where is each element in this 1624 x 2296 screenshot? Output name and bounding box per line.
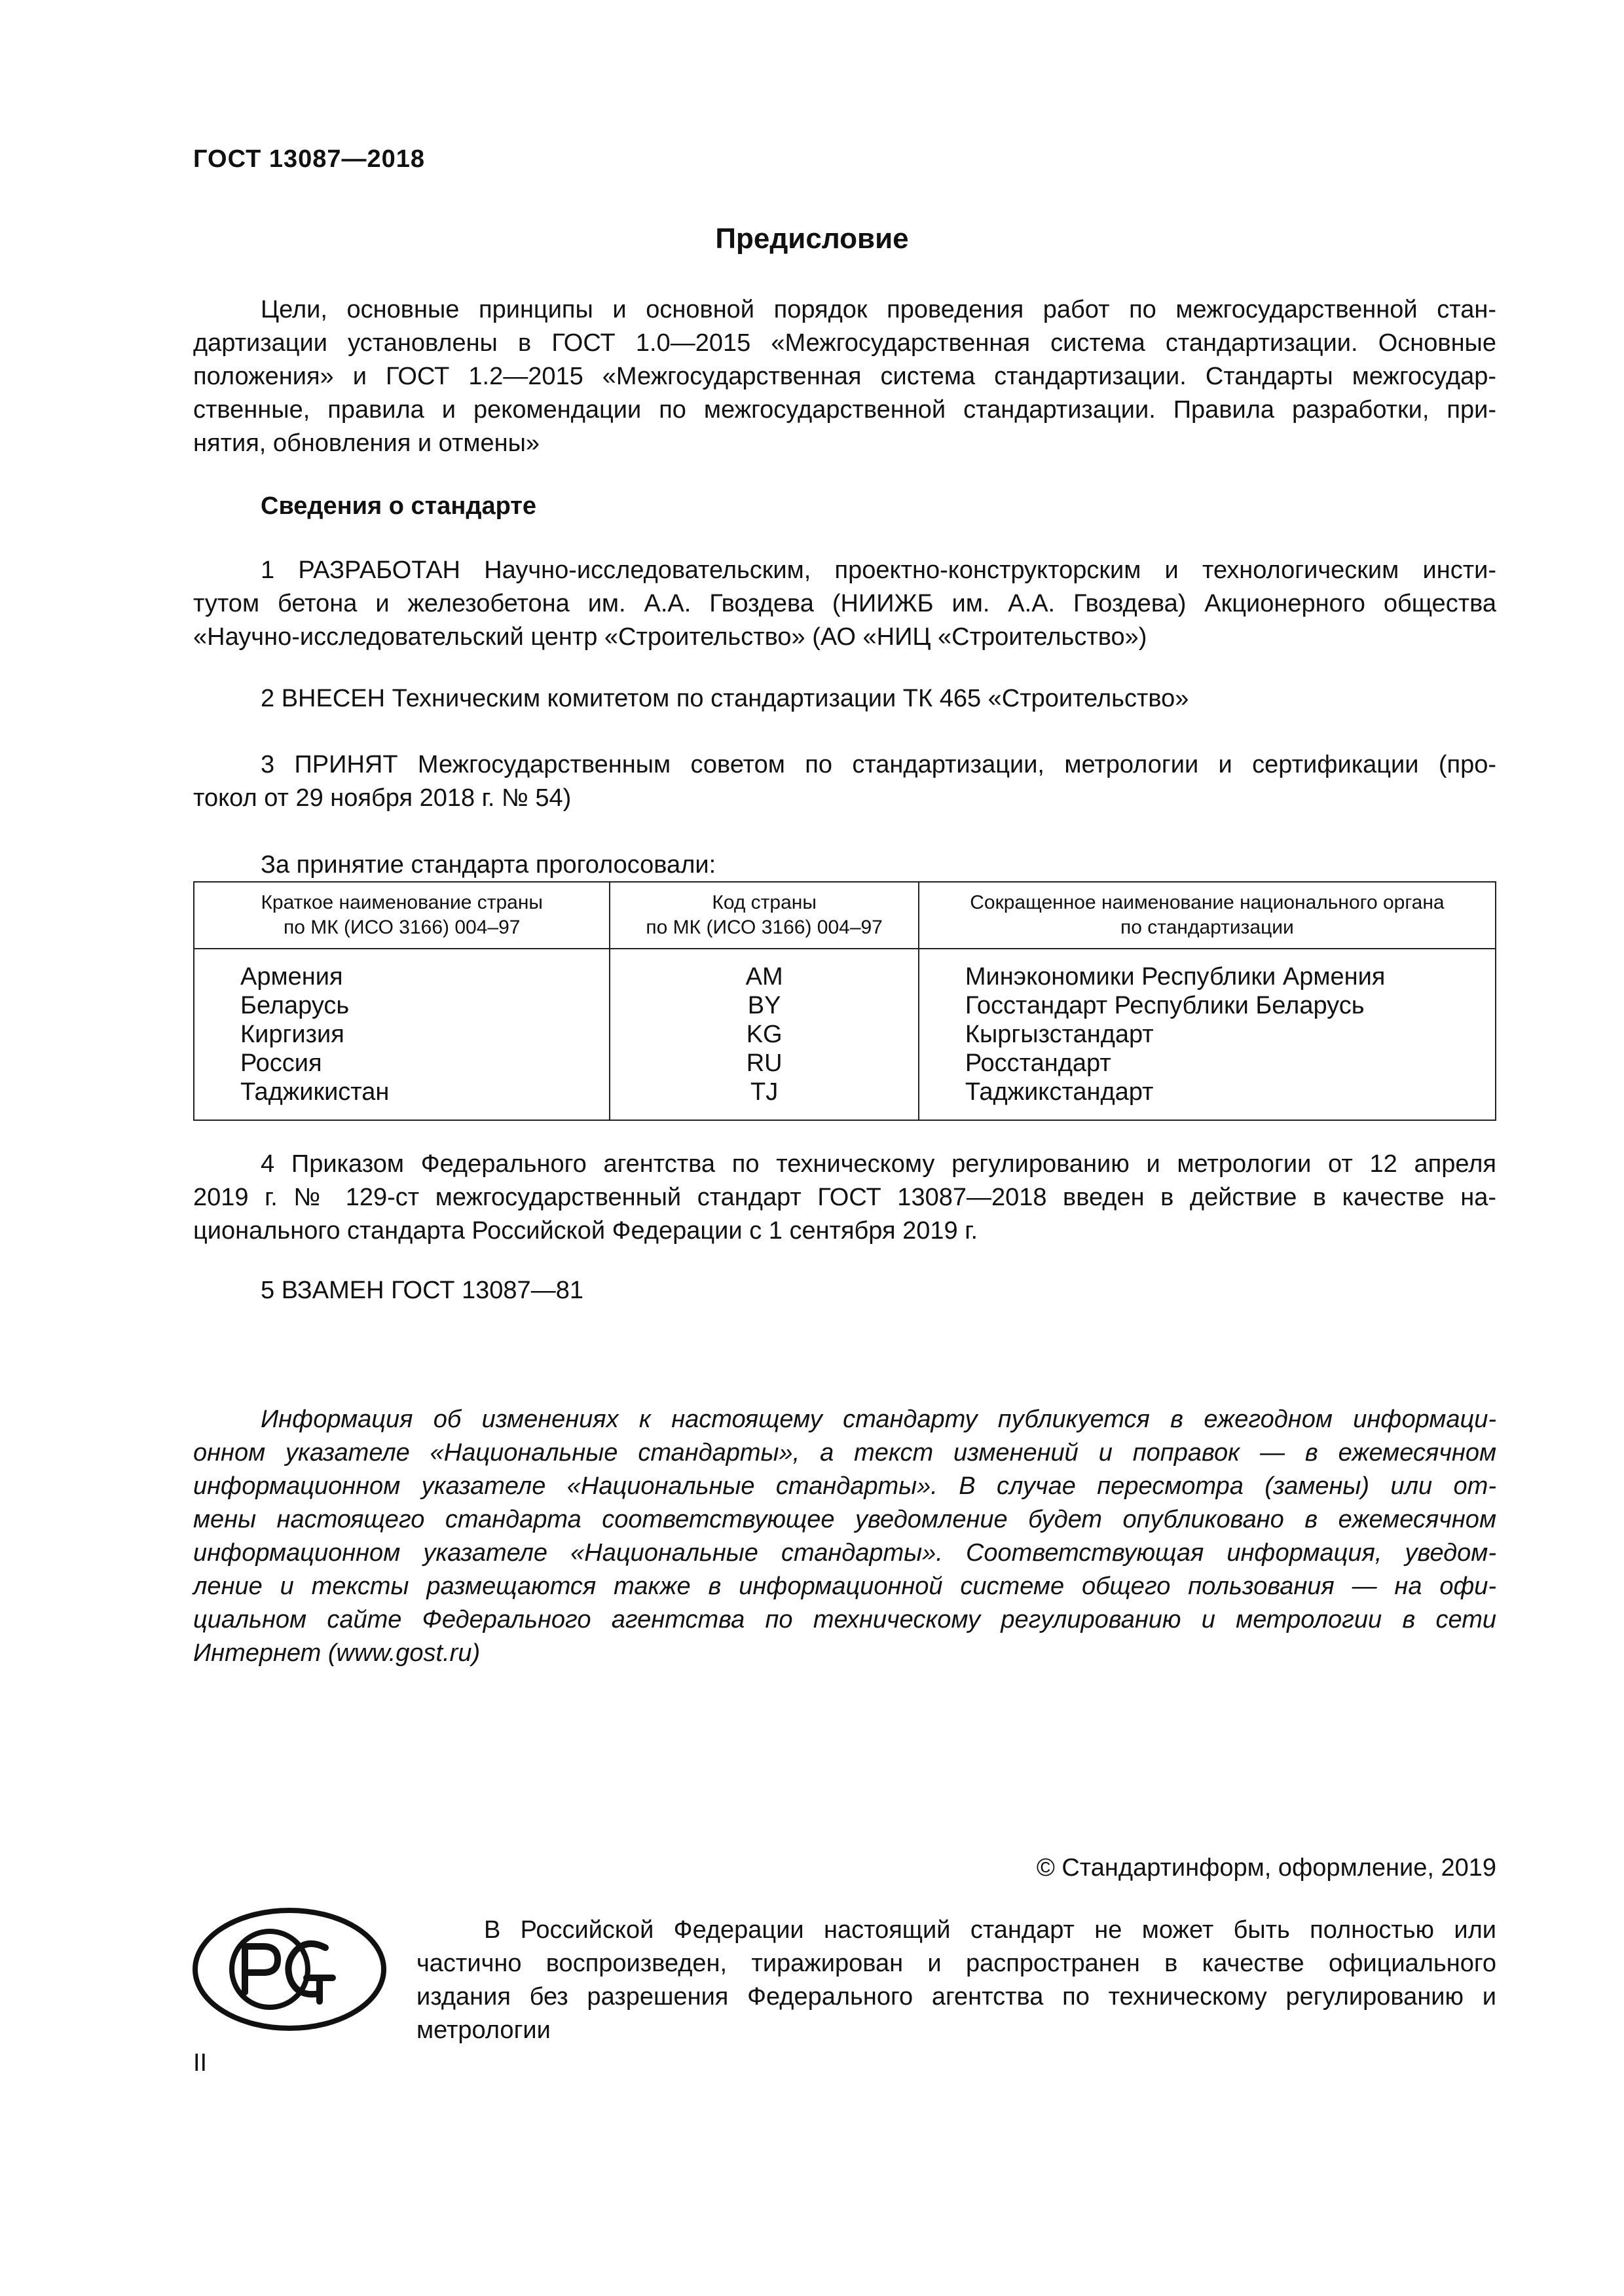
change-info-line: циальном сайте Федерального агентства по техническому регулированию и метрологии в сети — [193, 1606, 1496, 1633]
item-1-line: 1 РАЗРАБОТАН Научно-исследовательским, проектно-конструкторским и технологическим инсти- — [261, 556, 1496, 584]
item-2-paragraph — [193, 682, 1496, 716]
change-info-line: Интернет (www.gost.ru) — [193, 1639, 481, 1667]
intro-line: дартизации установлены в ГОСТ 1.0—2015 «Межгосударственная система стандартизации. Основные — [193, 329, 1496, 357]
table-cell-code: TJ — [610, 1078, 918, 1120]
item-1-paragraph — [193, 554, 1496, 654]
item-1-line: тутом бетона и железобетона им. А.А. Гвоздева (НИИЖБ им. А.А. Гвоздева) Акционерного общества — [193, 590, 1496, 617]
notice-line: частично воспроизведен, тиражирован и распространен в качестве официального — [416, 1950, 1496, 1977]
table-row — [194, 1049, 1496, 1078]
rst-mark-icon — [191, 1907, 388, 2032]
table-header-row — [194, 882, 1496, 949]
item-3-line: 3 ПРИНЯТ Межгосударственным советом по стандартизации, метрологии и сертификации (про- — [261, 751, 1496, 778]
votes-table — [193, 881, 1496, 1121]
table-cell-country: Армения — [194, 949, 610, 991]
change-info-line: ление и тексты размещаются также в информационной системе общего пользования — на офи- — [193, 1573, 1496, 1600]
intro-line: ственные, правила и рекомендации по межгосударственной стандартизации. Правила разработки, при- — [193, 396, 1496, 424]
change-info-paragraph — [193, 1403, 1496, 1670]
item-5-paragraph — [193, 1274, 1496, 1307]
table-row — [194, 1078, 1496, 1120]
item-4-paragraph — [193, 1148, 1496, 1248]
notice-line: В Российской Федерации настоящий стандарт не может быть полностью или — [484, 1916, 1496, 1944]
page-title: Предисловие — [715, 223, 909, 255]
notice-line: издания без разрешения Федерального агентства по техническому регулированию и — [416, 1983, 1496, 2011]
table-cell-body: Таджикстандарт — [919, 1078, 1496, 1120]
table-cell-code: RU — [610, 1049, 918, 1078]
change-info-line: Информация об изменениях к настоящему стандарту публикуется в ежегодном информаци- — [261, 1406, 1496, 1433]
table-cell-code: BY — [610, 991, 918, 1020]
notice-line: метрологии — [416, 2016, 551, 2044]
item-4-line: 2019 г. № 129-ст межгосударственный стандарт ГОСТ 13087—2018 введен в действие в качестве на- — [193, 1184, 1496, 1211]
reproduction-notice — [416, 1914, 1496, 2047]
table-row — [194, 991, 1496, 1020]
header-text: по МК (ИСО 3166) 004–97 — [646, 917, 883, 938]
table-cell-body: Минэкономики Республики Армения — [919, 949, 1496, 991]
item-1-line: «Научно-исследовательский центр «Строительство» (АО «НИЦ «Строительство») — [193, 623, 1147, 651]
change-info-line: информационном указателе «Национальные стандарты». Соответствующая информация, уведом- — [193, 1539, 1496, 1567]
table-cell-body: Росстандарт — [919, 1049, 1496, 1078]
header-text: Краткое наименование страны — [261, 892, 543, 913]
votes-caption: За принятие стандарта проголосовали: — [261, 851, 716, 879]
change-info-line: онном указателе «Национальные стандарты», а текст изменений и поправок — в ежемесячном — [193, 1439, 1496, 1467]
item-3-paragraph — [193, 748, 1496, 815]
header-text: Код страны — [712, 892, 817, 913]
table-cell-country: Таджикистан — [194, 1078, 610, 1120]
item-3-line: токол от 29 ноября 2018 г. № 54) — [193, 784, 572, 812]
column-header-code — [610, 882, 918, 949]
table-cell-code: KG — [610, 1020, 918, 1049]
item-4-line: ционального стандарта Российской Федерации с 1 сентября 2019 г. — [193, 1217, 978, 1245]
page-number: II — [193, 2049, 208, 2077]
table-cell-country: Киргизия — [194, 1020, 610, 1049]
change-info-line: информационном указателе «Национальные стандарты». В случае пересмотра (замены) или от- — [193, 1472, 1496, 1500]
table-row — [194, 1020, 1496, 1049]
table-cell-body: Госстандарт Республики Беларусь — [919, 991, 1496, 1020]
table-row — [194, 949, 1496, 991]
copyright-note: © Стандартинформ, оформление, 2019 — [1036, 1854, 1496, 1882]
column-header-body — [919, 882, 1496, 949]
column-header-country — [194, 882, 610, 949]
intro-line: Цели, основные принципы и основной порядок проведения работ по межгосударственной стан- — [261, 296, 1496, 323]
header-text: по МК (ИСО 3166) 004–97 — [283, 917, 521, 938]
document-id: ГОСТ 13087—2018 — [193, 145, 426, 173]
item-5-line: 5 ВЗАМЕН ГОСТ 13087—81 — [261, 1277, 583, 1304]
intro-line: нятия, обновления и отмены» — [193, 429, 540, 457]
change-info-line: мены настоящего стандарта соответствующее уведомление будет опубликовано в ежемесячном — [193, 1506, 1496, 1533]
section-subheading: Сведения о стандарте — [261, 492, 537, 520]
header-text: Сокращенное наименование национального органа — [970, 892, 1445, 913]
table-cell-body: Кыргызстандарт — [919, 1020, 1496, 1049]
table-cell-code: AM — [610, 949, 918, 991]
item-4-line: 4 Приказом Федерального агентства по техническому регулированию и метрологии от 12 апреля — [261, 1150, 1496, 1178]
intro-line: положения» и ГОСТ 1.2—2015 «Межгосударственная система стандартизации. Стандарты межгосудар- — [193, 363, 1496, 390]
item-2-line: 2 ВНЕСЕН Техническим комитетом по стандартизации ТК 465 «Строительство» — [261, 685, 1189, 712]
header-text: по стандартизации — [1120, 917, 1294, 938]
table-cell-country: Россия — [194, 1049, 610, 1078]
table-cell-country: Беларусь — [194, 991, 610, 1020]
intro-paragraph — [193, 293, 1496, 460]
